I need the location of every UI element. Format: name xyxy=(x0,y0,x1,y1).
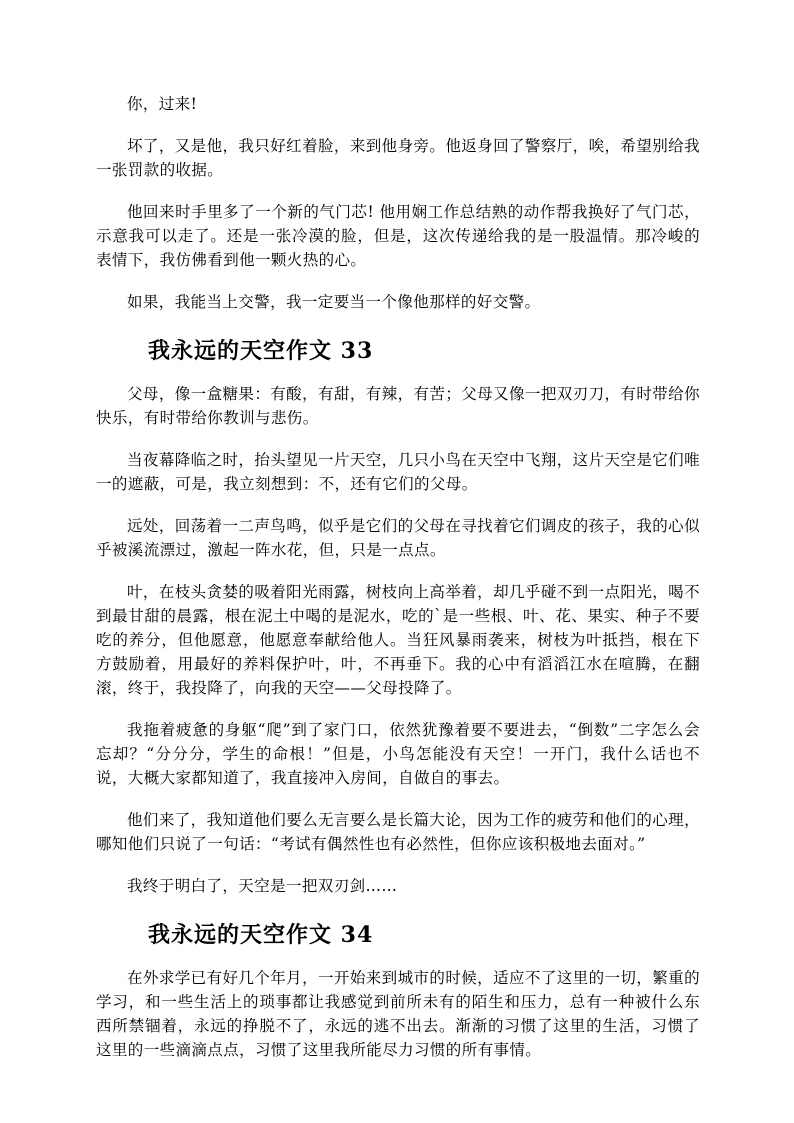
section-title: 我永远的天空作文 34 xyxy=(148,922,374,948)
paragraph: 我拖着疲惫的身躯“爬”到了家门口，依然犹豫着要不要进去，“倒数”二字怎么会忘却？“分分分，学生的命根！”但是，小鸟怎能没有天空！一开门，我什么话也不说，大概大家都知道了，我直接冲入房间，自做自的事去。 xyxy=(96,721,700,787)
paragraph: 你，过来! xyxy=(127,95,198,113)
paragraph: 他们来了，我知道他们要么无言要么是长篇大论，因为工作的疲劳和他们的心理，哪知他们只说了一句话：“考试有偶然性也有必然性，但你应该积极地去面对。” xyxy=(96,811,700,853)
paragraph: 坏了，又是他，我只好红着脸，来到他身旁。他返身回了警察厅，唉，希望别给我一张罚款的收据。 xyxy=(96,137,700,179)
paragraph: 远处，回荡着一二声鸟鸣，似乎是它们的父母在寻找着它们调皮的孩子，我的心似乎被溪流漂过，激起一阵水花，但，只是一点点。 xyxy=(96,517,700,559)
paragraph: 父母，像一盒糖果：有酸，有甜，有辣，有苦；父母又像一把双刃刀，有时带给你快乐，有时带给你教训与悲伤。 xyxy=(96,385,700,427)
paragraph: 在外求学已有好几个年月，一开始来到城市的时候，适应不了这里的一切，繁重的学习，和一些生活上的琐事都让我感觉到前所未有的陌生和压力，总有一种被什么东西所禁锢着，永远的挣脱不了，永远的逃不出去。渐渐的习惯了这里的生活，习惯了这里的一些滴滴点点，习惯了这里我所能尽力习惯的所有事情。 xyxy=(96,969,700,1059)
paragraph: 当夜幕降临之时，抬头望见一片天空，几只小鸟在天空中飞翔，这片天空是它们唯一的遮蔽，可是，我立刻想到：不，还有它们的父母。 xyxy=(96,451,700,493)
document-page xyxy=(96,92,700,1062)
paragraph: 我终于明白了，天空是一把双刃剑…… xyxy=(127,877,398,895)
paragraph: 他回来时手里多了一个新的气门芯! 他用娴工作总结熟的动作帮我换好了气门芯，示意我可以走了。还是一张冷漠的脸，但是，这次传递给我的是一股温情。那冷峻的表情下，我仿佛看到他一颗火热的心。 xyxy=(96,203,700,269)
section-title: 我永远的天空作文 33 xyxy=(148,338,374,364)
paragraph: 叶，在枝头贪婪的吸着阳光雨露，树枝向上高举着，却几乎碰不到一点阳光，喝不到最甘甜的晨露，根在泥土中喝的是泥水，吃的`是一些根、叶、花、果实、种子不要吃的养分，但他愿意，他愿意奉献给他人。当狂风暴雨袭来，树枝为叶抵挡，根在下方鼓励着，用最好的养料保护叶，叶，不再垂下。我的心中有滔滔江水在喧腾，在翻滚，终于，我投降了，向我的天空——父母投降了。 xyxy=(96,583,700,697)
paragraph: 如果，我能当上交警，我一定要当一个像他那样的好交警。 xyxy=(127,293,541,311)
